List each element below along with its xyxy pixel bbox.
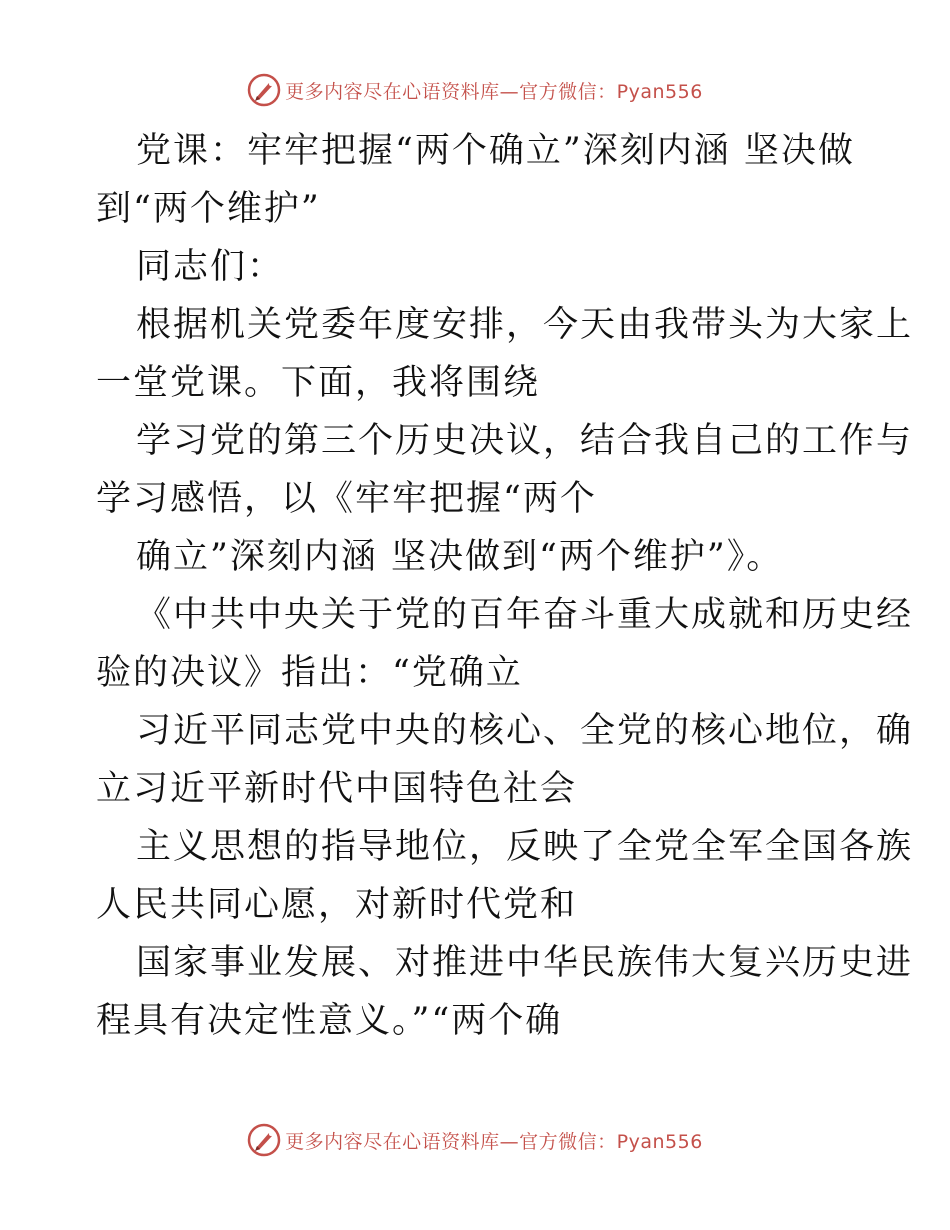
paragraph-line: 学习党的第三个历史决议，结合我自己的工作与 (136, 421, 914, 461)
salutation: 同志们： (136, 247, 285, 287)
paragraph-line: 程具有决定性意义。”“两个确 (96, 1001, 563, 1041)
paragraph-line: 确立”深刻内涵 坚决做到“两个维护”》。 (136, 537, 784, 577)
paragraph-line: 根据机关党委年度安排，今天由我带头为大家上 (136, 305, 914, 345)
paragraph-line: 一堂党课。下面，我将围绕 (96, 363, 541, 403)
paragraph-line: 主义思想的指导地位，反映了全党全军全国各族 (136, 827, 914, 867)
title-line-2: 到“两个维护” (96, 189, 321, 229)
footer-watermark-banner (0, 1120, 950, 1160)
header-watermark-banner (0, 70, 950, 110)
document-body (96, 122, 914, 1050)
watermark-text: 更多内容尽在心语资料库—官方微信：Pyan556 (285, 80, 703, 103)
pen-emblem-icon (247, 73, 281, 107)
paragraph-line: 人民共同心愿，对新时代党和 (96, 885, 578, 925)
paragraph-line: 《中共中央关于党的百年奋斗重大成就和历史经 (136, 595, 914, 635)
watermark-text: 更多内容尽在心语资料库—官方微信：Pyan556 (285, 1130, 703, 1153)
paragraph-line: 学习感悟，以《牢牢把握“两个 (96, 479, 597, 519)
title-line-1: 党课：牢牢把握“两个确立”深刻内涵 坚决做 (136, 131, 855, 171)
paragraph-line: 习近平同志党中央的核心、全党的核心地位，确 (136, 711, 914, 751)
paragraph-line: 国家事业发展、对推进中华民族伟大复兴历史进 (136, 943, 914, 983)
paragraph-line: 验的决议》指出：“党确立 (96, 653, 523, 693)
pen-emblem-icon (247, 1123, 281, 1157)
paragraph-line: 立习近平新时代中国特色社会 (96, 769, 578, 809)
